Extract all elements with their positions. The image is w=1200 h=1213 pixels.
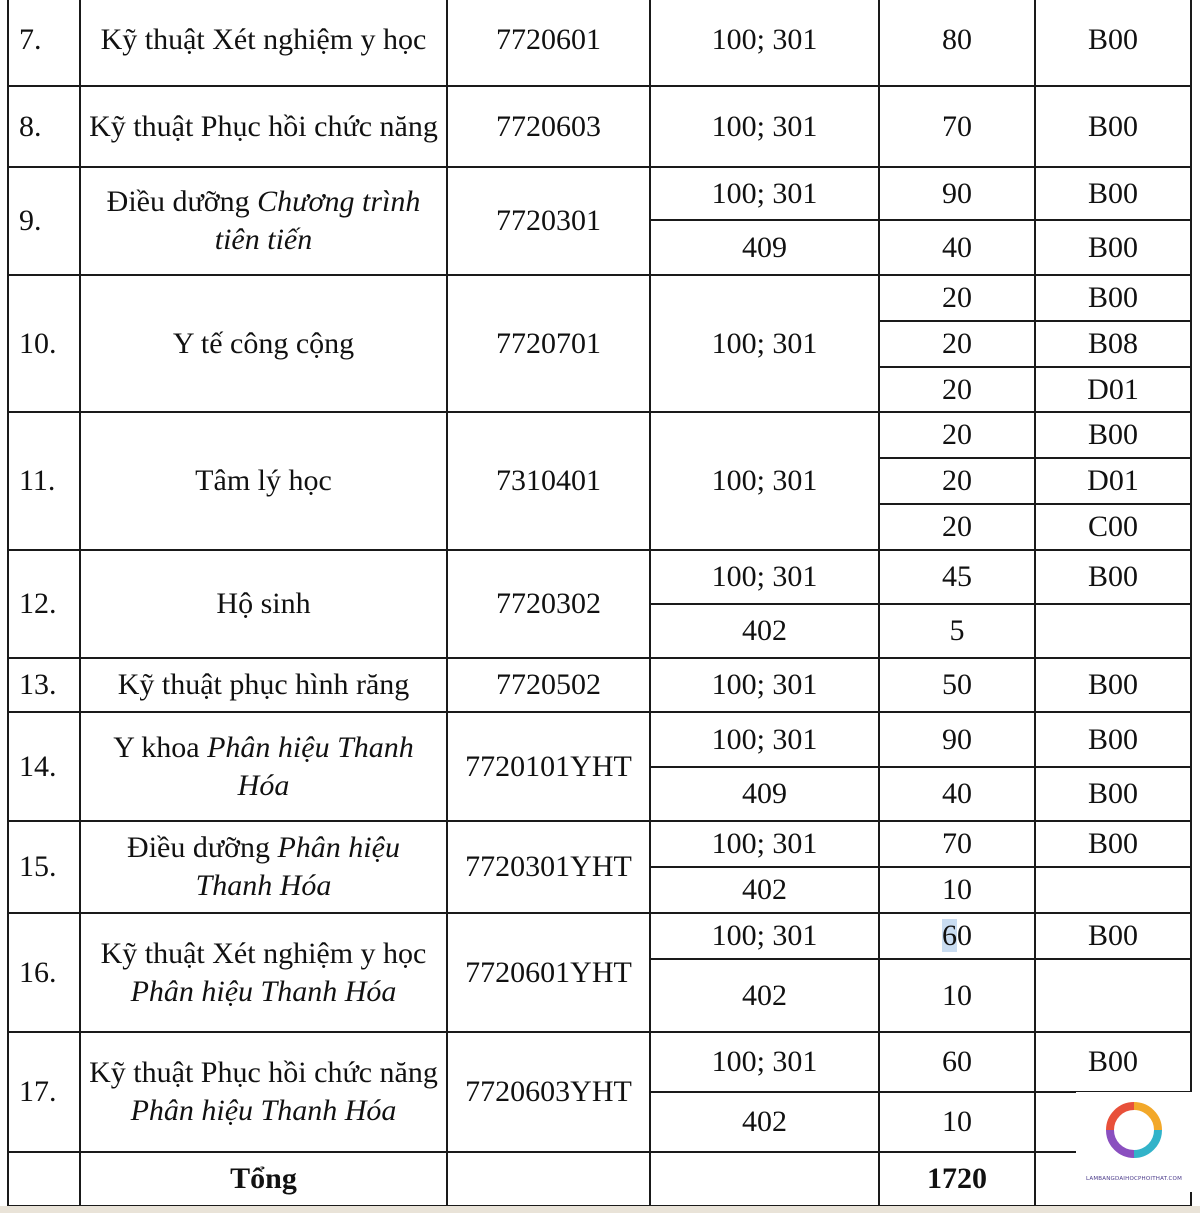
subject-combo: B00 (1035, 275, 1191, 321)
major-name-italic: Phân hiệu Thanh Hóa (195, 831, 400, 902)
major-name-italic: Chương trình tiên tiến (214, 185, 421, 256)
quota: 20 (879, 412, 1035, 458)
major-name (80, 167, 447, 275)
row-number: 11. (8, 412, 80, 550)
admission-method: 100; 301 (650, 412, 879, 550)
major-name-main: Kỹ thuật Xét nghiệm y học (100, 936, 427, 970)
row-number: 12. (8, 550, 80, 658)
major-name-main: Điều dưỡng (127, 831, 270, 864)
quota: 5 (879, 604, 1035, 658)
quota: 90 (879, 712, 1035, 767)
major-name-main: Y khoa (113, 730, 200, 764)
quota[interactable] (879, 913, 1035, 959)
major-name: Kỹ thuật Xét nghiệm y học (80, 0, 447, 86)
quota-rest: 0 (957, 919, 972, 952)
admission-method: 100; 301 (650, 913, 879, 959)
quota: 60 (879, 1032, 1035, 1092)
subject-combo: B00 (1035, 658, 1191, 712)
quota: 80 (879, 0, 1035, 86)
quota: 70 (879, 821, 1035, 867)
quota: 45 (879, 550, 1035, 604)
row-number: 13. (8, 658, 80, 712)
bottom-strip (0, 1206, 1200, 1213)
admission-method (650, 1152, 879, 1206)
table-row (8, 86, 1191, 167)
major-name (80, 1032, 447, 1152)
major-name-italic: Phân hiệu Thanh Hóa (207, 730, 414, 802)
subject-combo: B00 (1035, 550, 1191, 604)
quota: 50 (879, 658, 1035, 712)
major-name: Y tế công cộng (80, 275, 447, 412)
major-name: Kỹ thuật phục hình răng (80, 658, 447, 712)
row-number: 16. (8, 913, 80, 1032)
quota: 20 (879, 504, 1035, 550)
ring-logo-icon (1106, 1102, 1162, 1170)
row-number: 9. (8, 167, 80, 275)
subject-combo: B08 (1035, 321, 1191, 367)
table-row (8, 712, 1191, 767)
major-code: 7310401 (447, 412, 650, 550)
quota: 20 (879, 275, 1035, 321)
table-row (8, 1032, 1191, 1092)
subject-combo: B00 (1035, 712, 1191, 767)
admission-method: 409 (650, 767, 879, 821)
subject-combo: B00 (1035, 167, 1191, 220)
admission-method: 100; 301 (650, 550, 879, 604)
subject-combo: D01 (1035, 367, 1191, 412)
major-name (80, 821, 447, 913)
major-name: Hộ sinh (80, 550, 447, 658)
admissions-table (7, 0, 1192, 1207)
admission-method: 402 (650, 1092, 879, 1152)
major-name (80, 913, 447, 1032)
row-number: 10. (8, 275, 80, 412)
admission-method: 100; 301 (650, 712, 879, 767)
admission-method: 100; 301 (650, 658, 879, 712)
major-code: 7720603YHT (447, 1032, 650, 1152)
watermark-text: LAMBANGDAIHOCPHOITHAT.COM (1085, 1176, 1183, 1182)
quota: 70 (879, 86, 1035, 167)
quota: 20 (879, 367, 1035, 412)
major-name (80, 712, 447, 821)
major-code: 7720701 (447, 275, 650, 412)
row-number: 14. (8, 712, 80, 821)
major-name: Kỹ thuật Phục hồi chức năng (80, 86, 447, 167)
admission-method: 100; 301 (650, 86, 879, 167)
table-row (8, 913, 1191, 959)
table-row (8, 821, 1191, 867)
major-name-italic: Phân hiệu Thanh Hóa (130, 974, 397, 1008)
quota: 10 (879, 1092, 1035, 1152)
admission-method: 409 (650, 220, 879, 275)
table-row (8, 658, 1191, 712)
subject-combo: B00 (1035, 86, 1191, 167)
major-code: 7720101YHT (447, 712, 650, 821)
quota: 10 (879, 959, 1035, 1032)
admission-method: 402 (650, 867, 879, 913)
subject-combo: B00 (1035, 913, 1191, 959)
admission-method: 100; 301 (650, 167, 879, 220)
subject-combo: B00 (1035, 220, 1191, 275)
subject-combo: D01 (1035, 458, 1191, 504)
quota: 10 (879, 867, 1035, 913)
major-name-main: Điều dưỡng (106, 185, 250, 218)
admission-method: 100; 301 (650, 0, 879, 86)
table-row (8, 275, 1191, 321)
major-code: 7720601 (447, 0, 650, 86)
subject-combo (1035, 959, 1191, 1032)
table-row (8, 0, 1191, 86)
watermark-logo (1076, 1092, 1192, 1192)
admission-method: 100; 301 (650, 821, 879, 867)
subject-combo: B00 (1035, 821, 1191, 867)
row-number: 17. (8, 1032, 80, 1152)
quota: 90 (879, 167, 1035, 220)
admission-method: 100; 301 (650, 275, 879, 412)
major-code: 7720601YHT (447, 913, 650, 1032)
row-number (8, 1152, 80, 1206)
selected-text-highlight[interactable]: 6 (942, 919, 957, 952)
admission-method: 402 (650, 604, 879, 658)
total-row (8, 1152, 1191, 1206)
subject-combo: B00 (1035, 1032, 1191, 1092)
row-number: 15. (8, 821, 80, 913)
major-name: Tâm lý học (80, 412, 447, 550)
subject-combo: B00 (1035, 767, 1191, 821)
quota: 40 (879, 220, 1035, 275)
row-number: 7. (8, 0, 80, 86)
major-name-main: Kỹ thuật Phục hồi chức năng (89, 1056, 438, 1089)
total-label: Tổng (80, 1152, 447, 1206)
subject-combo: B00 (1035, 0, 1191, 86)
major-code: 7720301YHT (447, 821, 650, 913)
admission-method: 402 (650, 959, 879, 1032)
major-code: 7720302 (447, 550, 650, 658)
major-code: 7720301 (447, 167, 650, 275)
major-code: 7720603 (447, 86, 650, 167)
subject-combo: C00 (1035, 504, 1191, 550)
table-row (8, 167, 1191, 220)
quota: 40 (879, 767, 1035, 821)
quota: 20 (879, 321, 1035, 367)
total-quota: 1720 (879, 1152, 1035, 1206)
table-row (8, 550, 1191, 604)
major-name-italic: Phân hiệu Thanh Hóa (130, 1094, 397, 1127)
row-number: 8. (8, 86, 80, 167)
major-code: 7720502 (447, 658, 650, 712)
subject-combo (1035, 604, 1191, 658)
subject-combo (1035, 867, 1191, 913)
table-row (8, 412, 1191, 458)
subject-combo: B00 (1035, 412, 1191, 458)
admission-method: 100; 301 (650, 1032, 879, 1092)
quota: 20 (879, 458, 1035, 504)
major-code (447, 1152, 650, 1206)
